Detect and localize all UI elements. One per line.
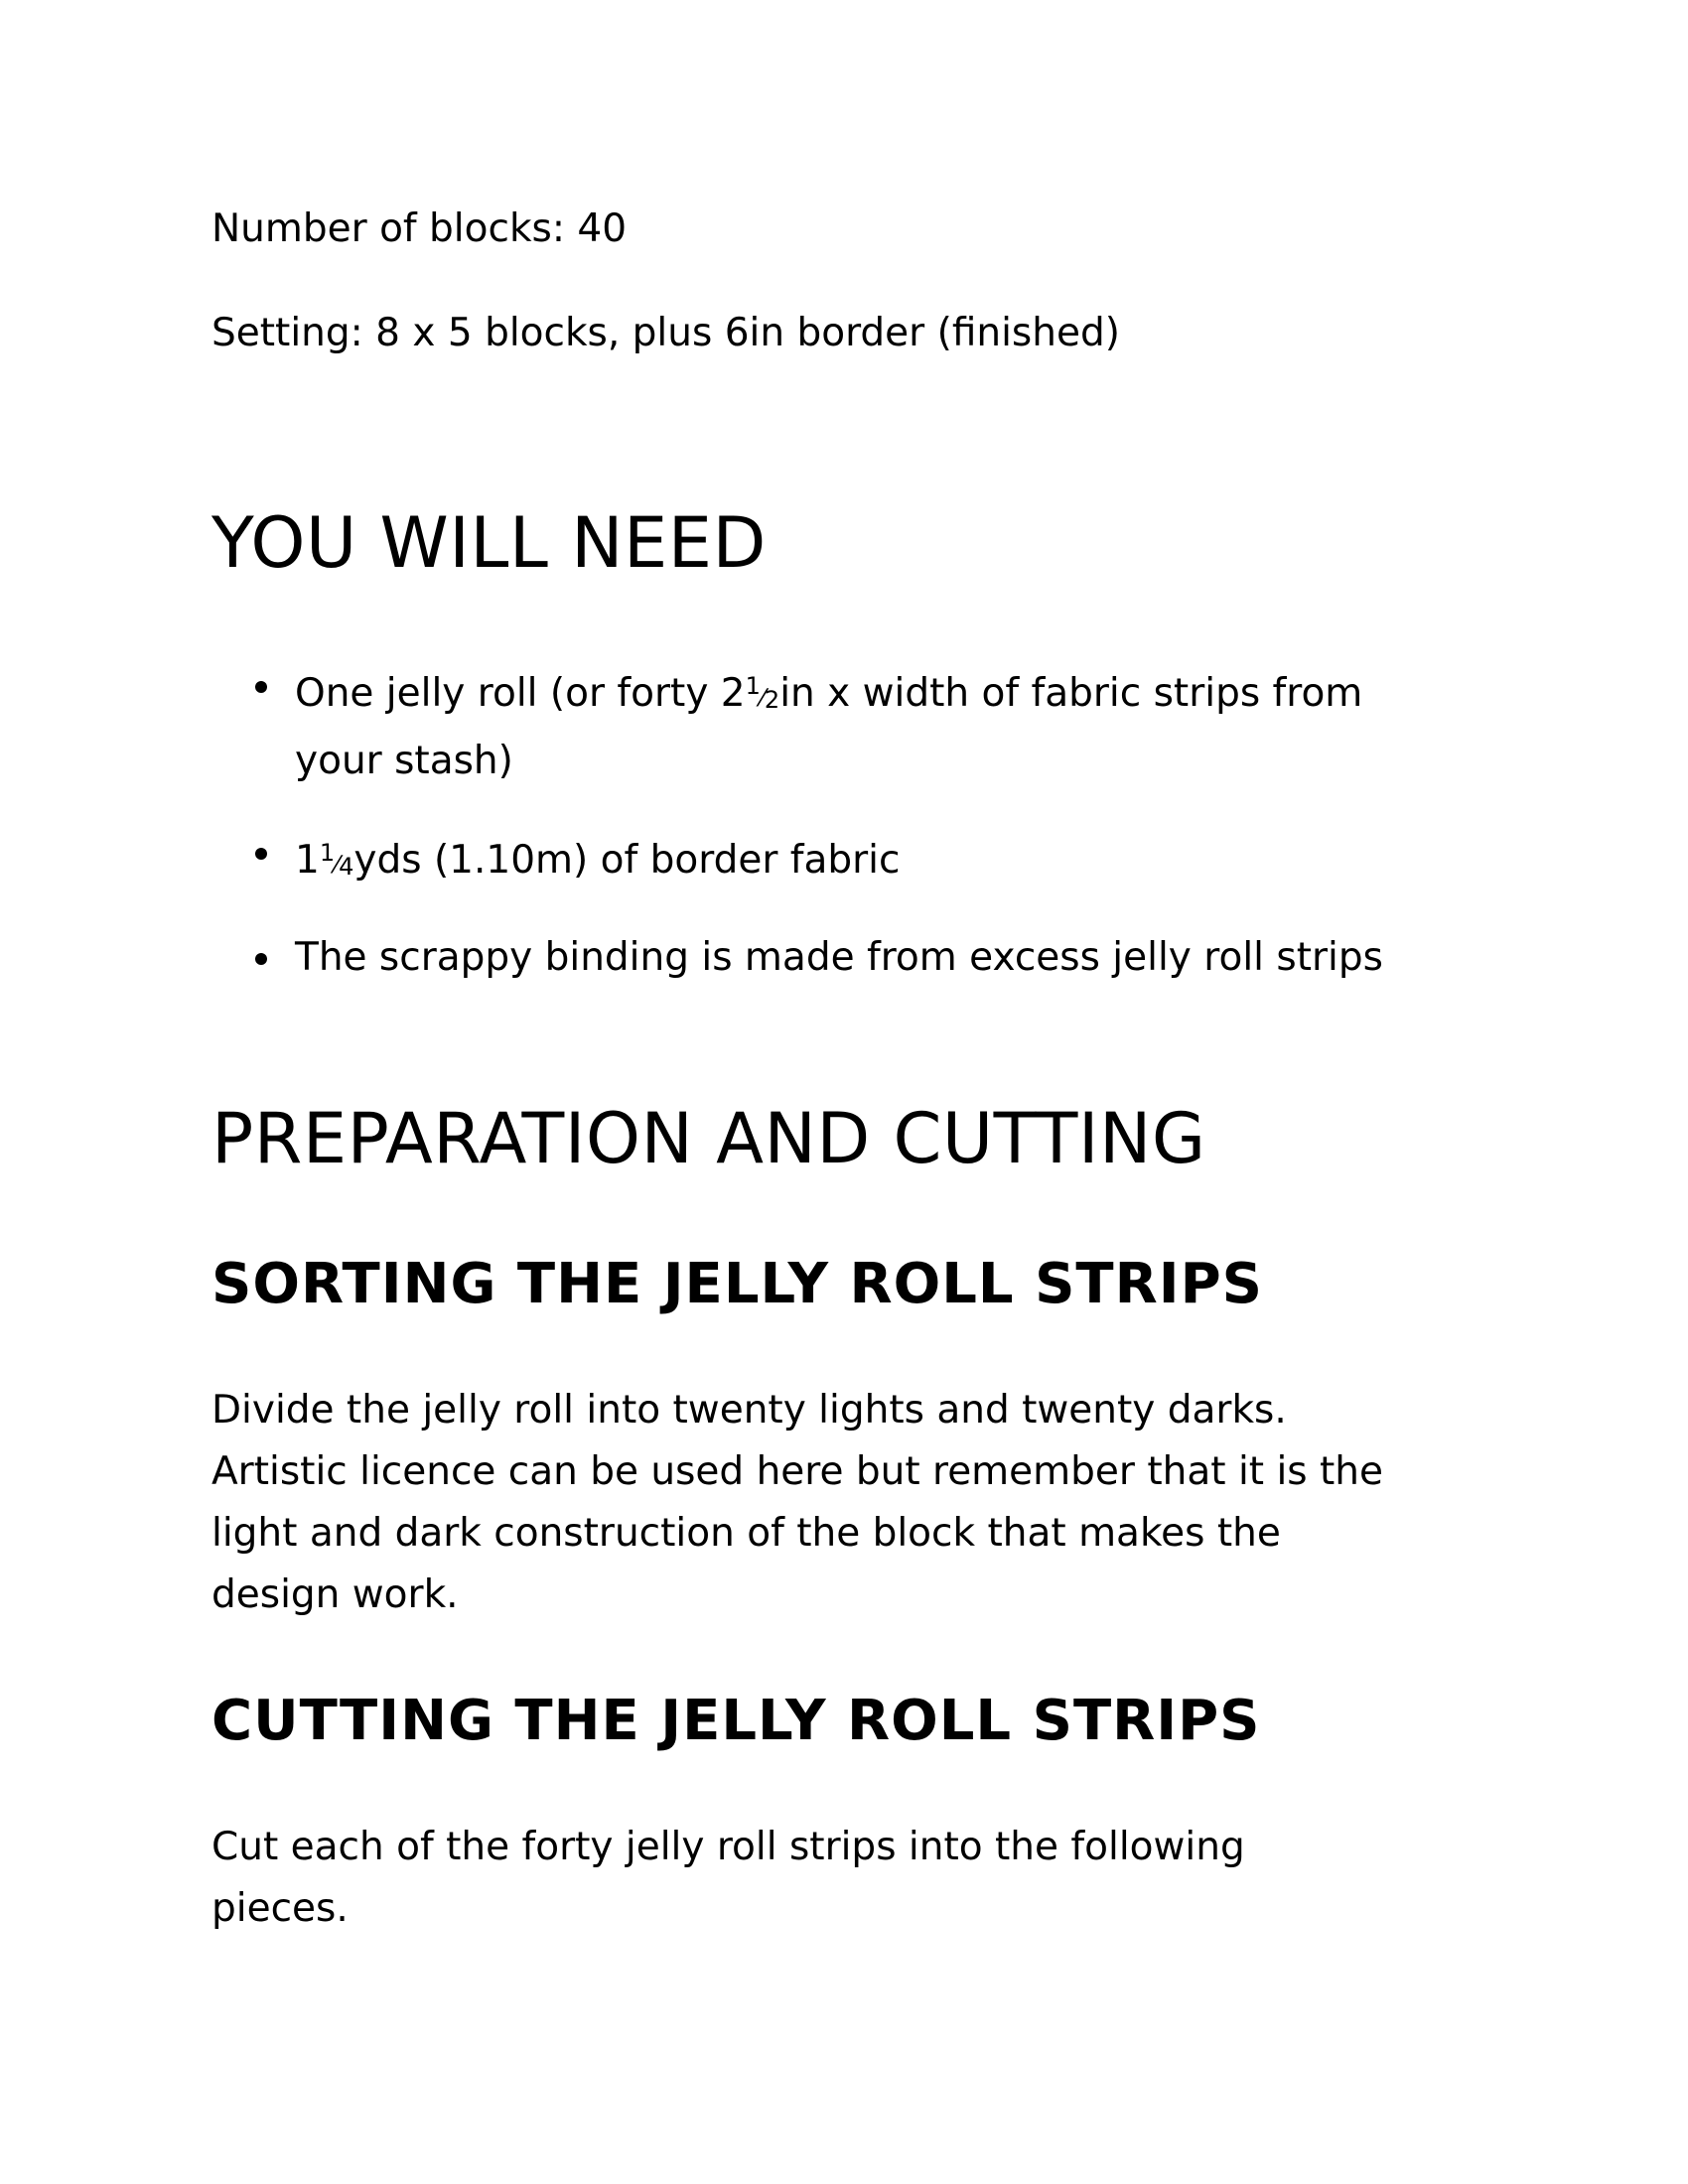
sorting-heading: SORTING THE JELLY ROLL STRIPS [211, 1252, 1263, 1316]
sorting-line-2: Artistic licence can be used here but remember that it is the [211, 1449, 1384, 1494]
bullet-icon [255, 848, 267, 860]
cutting-line-2: pieces. [211, 1886, 349, 1931]
sorting-line-4: design work. [211, 1572, 459, 1617]
sorting-line-3: light and dark construction of the block that makes the [211, 1511, 1281, 1556]
fraction: 1⁄4 [319, 839, 354, 881]
preparation-heading: PREPARATION AND CUTTING [211, 1098, 1206, 1179]
materials-list [211, 655, 1482, 989]
list-item: 11⁄4yds (1.10m) of border fabric [211, 822, 1482, 897]
cutting-line-1: Cut each of the forty jelly roll strips into the following [211, 1825, 1245, 1869]
bullet-icon [255, 953, 267, 965]
list-item: One jelly roll (or forty 21⁄2in x width of fabric strips from your stash) [211, 655, 1482, 792]
fraction: 1⁄2 [745, 672, 780, 714]
list-item: The scrappy binding is made from excess jelly roll strips [211, 927, 1482, 989]
bullet-icon [255, 681, 267, 693]
you-will-need-heading: YOU WILL NEED [211, 502, 767, 584]
sorting-line-1: Divide the jelly roll into twenty lights and twenty darks. [211, 1388, 1287, 1433]
cutting-heading: CUTTING THE JELLY ROLL STRIPS [211, 1689, 1261, 1753]
number-of-blocks: Number of blocks: 40 [211, 206, 628, 251]
setting-line: Setting: 8 x 5 blocks, plus 6in border (finished) [211, 311, 1120, 355]
